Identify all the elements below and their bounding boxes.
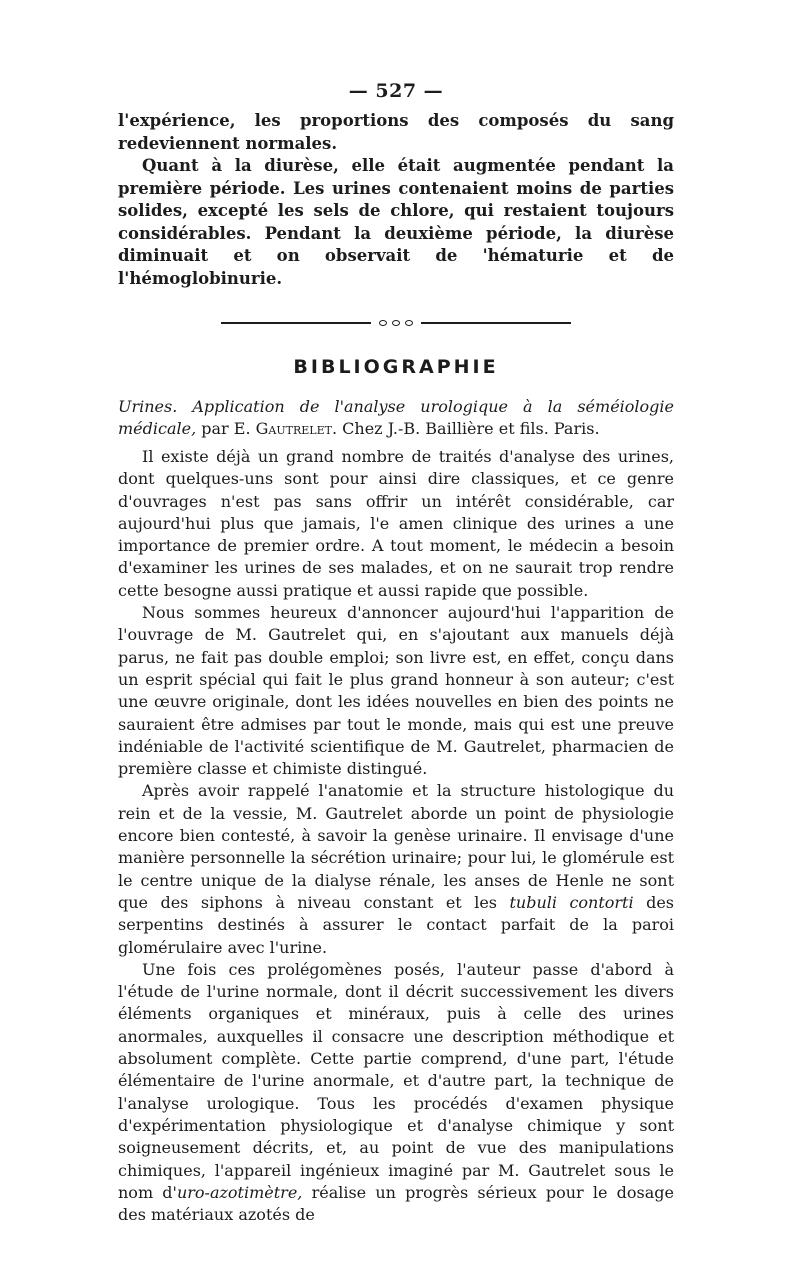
citation-by: par (201, 419, 229, 438)
paragraph-3-italic-term: tubuli contorti (509, 892, 634, 912)
paragraph-3-text-start: Après avoir rappelé l'anatomie et la structure histologique du rein et de la vessie, M. Gautrelet aborde un point de physiologie encore bien contesté, à savoir la genèse urinaire. Il envisage d'une manière personnelle la sécrétion urinaire; pour lui, le glomérule est le centre unique de la dialyse rénale, les anses de Henle ne sont que des siphons à niveau constant et les (118, 781, 674, 912)
document-page (118, 80, 674, 1226)
intro-paragraph-2: Quant à la diurèse, elle était augmentée pendant la première période. Les urines contenaient moins de parties solides, excepté les sels de chlore, qui restaient toujours considérables. Pendant la deuxième période, la diurèse diminuait et on observait de 'hématurie et de l'hémoglobinurie. (118, 156, 674, 288)
section-divider (118, 320, 674, 326)
bibliography-citation (118, 396, 674, 440)
citation-publisher: Chez J.-B. Baillière et fils. Paris. (342, 419, 600, 438)
page-number: — 527 — (348, 80, 444, 102)
citation-title: Urines. Application de l'analyse urologique à la séméiologie médicale, (118, 397, 674, 438)
paragraph-4-text-end: réalise un progrès sérieux pour le dosage des matériaux azotés de (118, 1182, 675, 1225)
divider-ornament-icon (379, 320, 413, 326)
paragraph-4-text-start: Une fois ces prolégomènes posés, l'auteur passe d'abord à l'étude de l'urine normale, dont il décrit successivement les divers éléments organiques et minéraux, puis à celle des urines anormales, auxquelles il consacre une description méthodique et absolument complète. Cette partie comprend, d'une part, l'étude élémentaire de l'urine anormale, et d'autre part, la technique de l'analyse urologique. Tous les procédés d'examen physique d'expérimentation physiologique et d'analyse chimique y sont soigneusement décrits, et, au point de vue des manipulations chimiques, l'appareil ingénieux imaginé par M. Gautrelet sous le nom d' (118, 959, 674, 1202)
paragraph-3-text-end: des serpentins destinés à assurer le contact parfait de la paroi glomérulaire avec l'urine. (118, 892, 674, 957)
section-heading: BIBLIOGRAPHIE (293, 356, 499, 378)
paragraph-4-italic-term: uro-azotimètre, (176, 1182, 303, 1202)
divider-line-left (221, 322, 371, 324)
citation-author: E. Gautrelet. (233, 419, 338, 438)
review-paragraph-3 (118, 780, 674, 958)
divider-line-right (421, 322, 571, 324)
review-paragraph-1: Il existe déjà un grand nombre de traités d'analyse des urines, dont quelques-uns sont pour ainsi dire classiques, et ce genre d'ouvrages n'est pas sans offrir un intérêt considérable, car aujourd'hui plus que jamais, l'e amen clinique des urines a une importance de premier ordre. A tout moment, le médecin a besoin d'examiner les urines de ses malades, et on ne saurait trop rendre cette besogne aussi pratique et aussi rapide que possible. (118, 447, 674, 600)
review-paragraph-2: Nous sommes heureux d'annoncer aujourd'hui l'apparition de l'ouvrage de M. Gautrelet qui, en s'ajoutant aux manuels déjà parus, ne fait pas double emploi; son livre est, en effet, conçu dans un esprit spécial qui fait le plus grand honneur à son auteur; c'est une œuvre originale, dont les idées nouvelles en bien des points ne sauraient être admises par tout le monde, mais qui est une preuve indéniable de l'activité scientifique de M. Gautrelet, pharmacien de première classe et chimiste distingué. (118, 603, 674, 779)
intro-paragraph-1: l'expérience, les proportions des composés du sang redeviennent normales. (118, 111, 674, 153)
review-paragraph-4 (118, 959, 674, 1227)
